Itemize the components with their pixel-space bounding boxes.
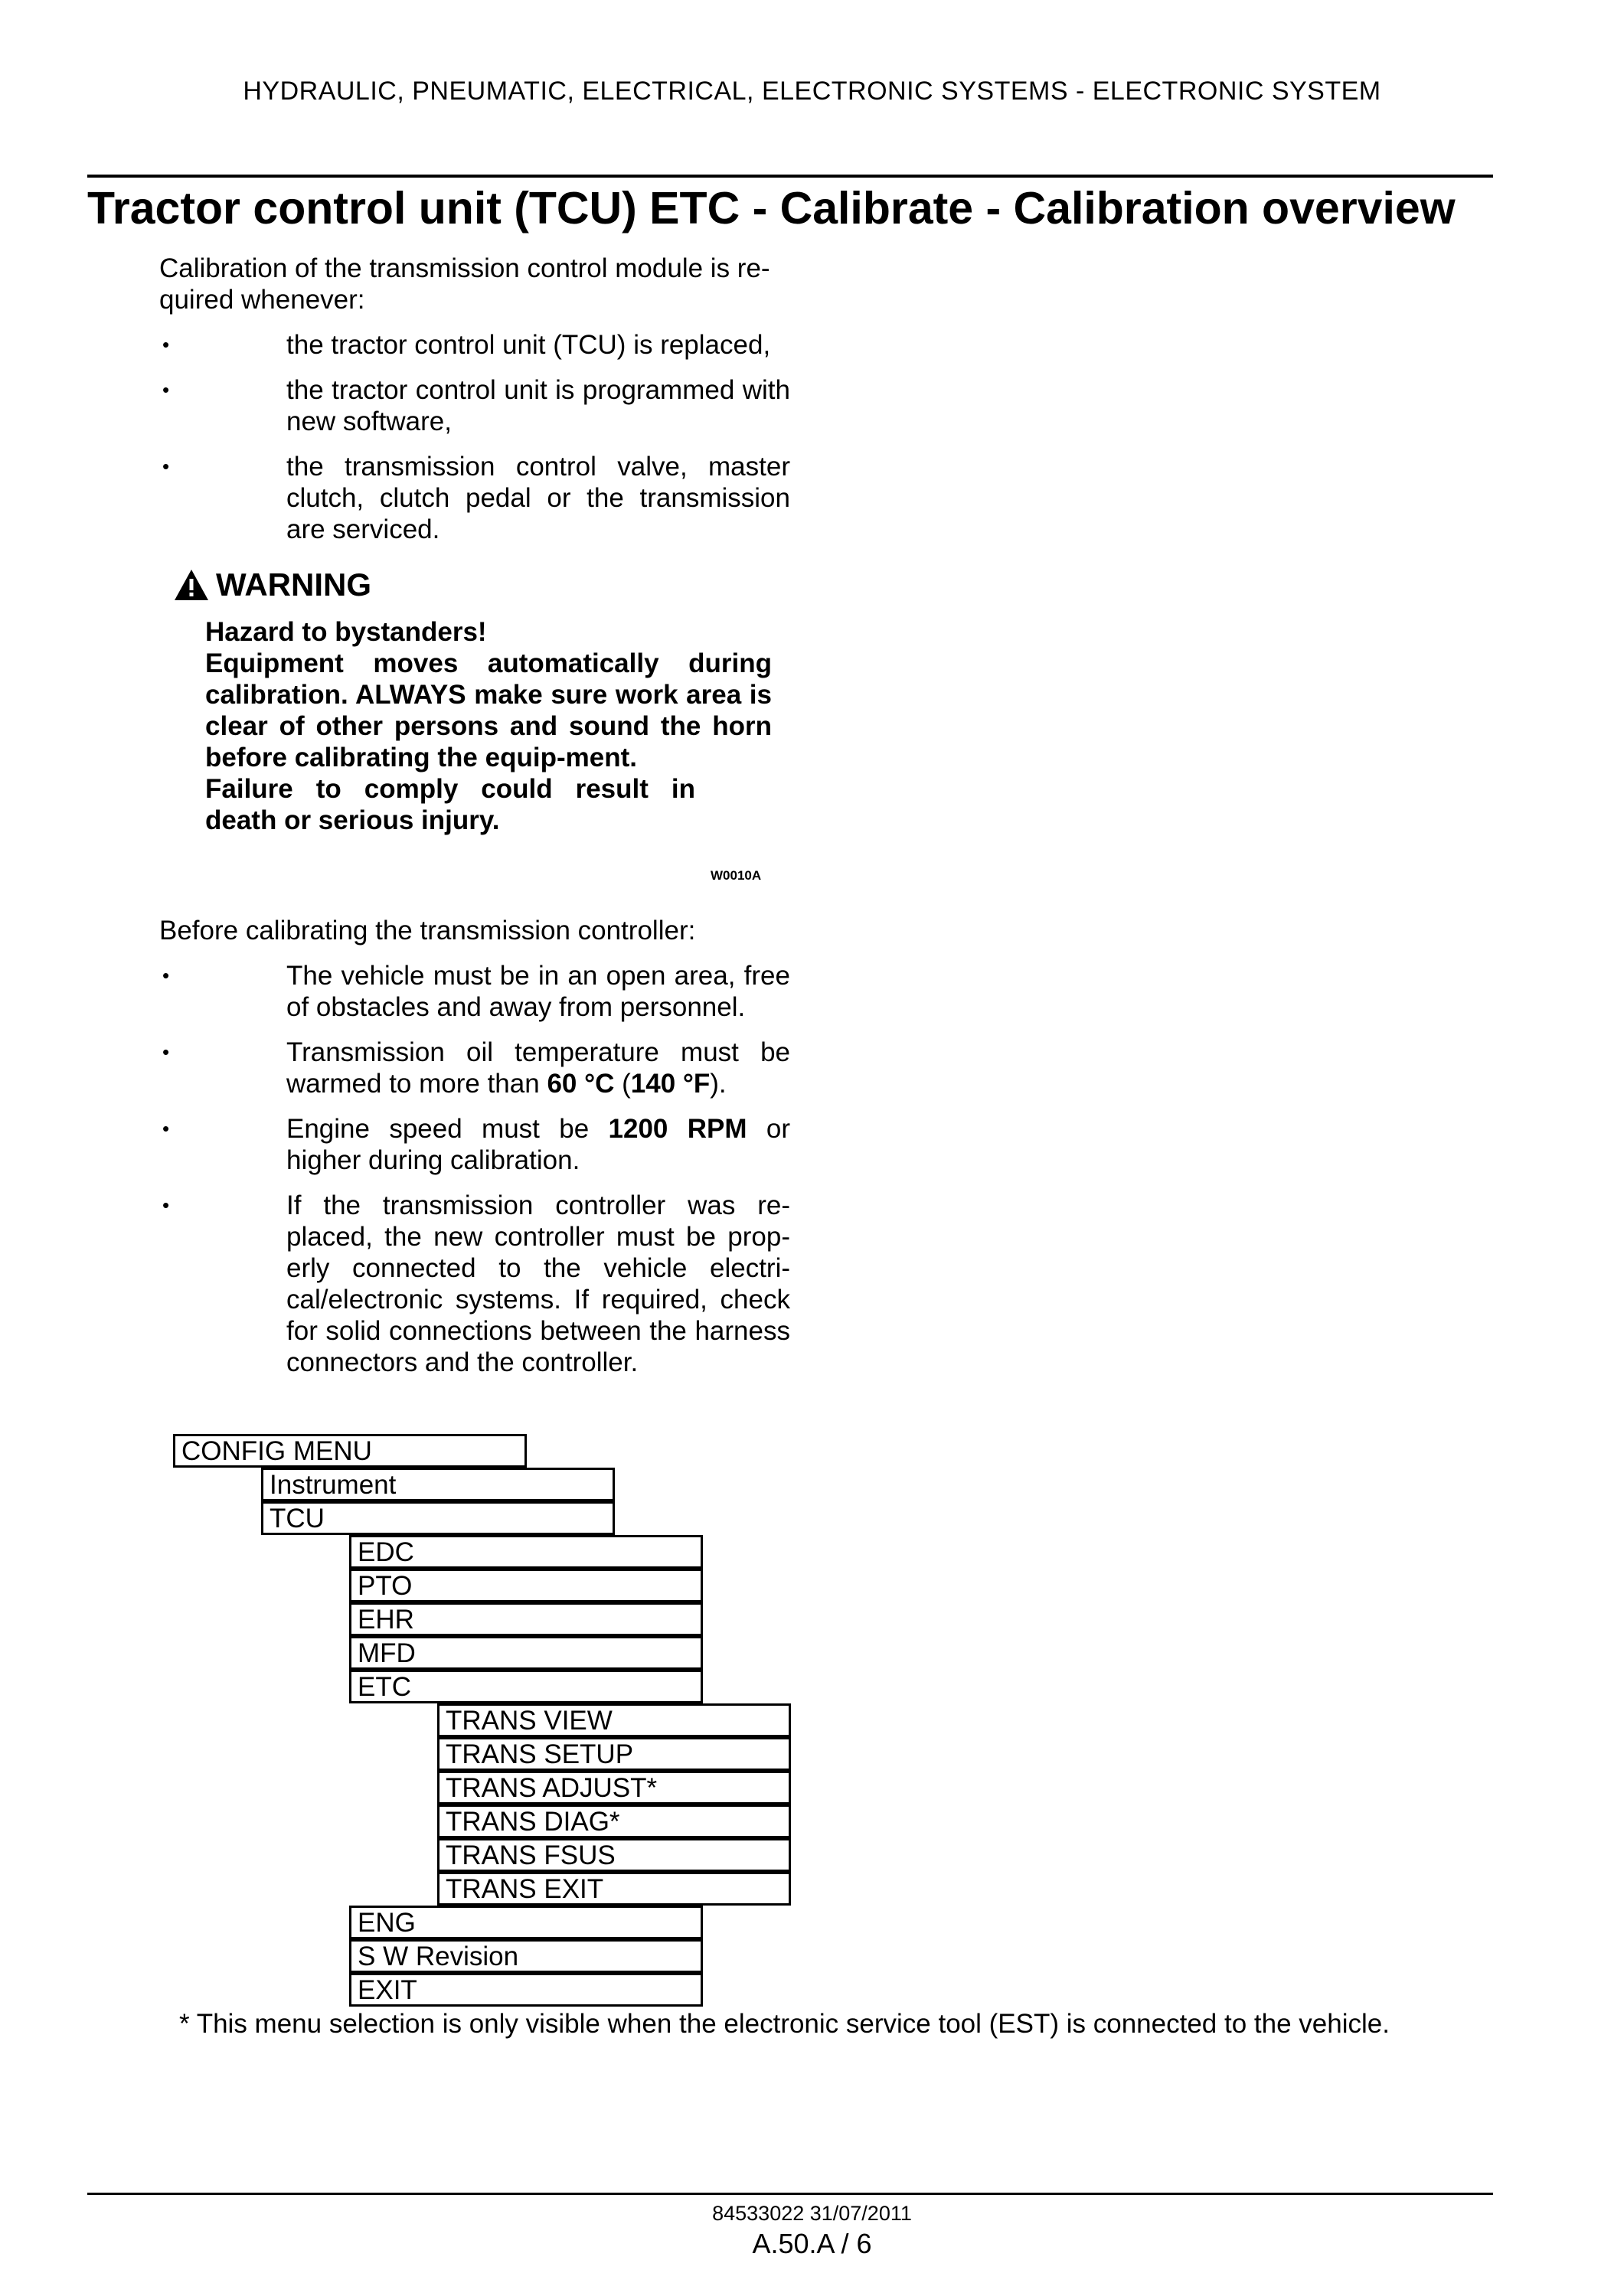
menu-item-exit: EXIT <box>349 1973 703 2007</box>
menu-item-edc: EDC <box>349 1535 703 1569</box>
warning-line: Hazard to bystanders! <box>205 617 487 647</box>
bullet-icon: • <box>162 455 170 478</box>
intro-bullet: • the tractor control unit is programmed with new software, <box>162 375 790 436</box>
menu-item-trans-adjust: TRANS ADJUST* <box>437 1771 791 1804</box>
intro-bullet: • the tractor control unit (TCU) is replaced, <box>162 330 771 360</box>
warning-box <box>173 563 770 836</box>
menu-item-s-w-revision: S W Revision <box>349 1939 703 1973</box>
bullet-icon: • <box>162 333 170 356</box>
footnote: * This menu selection is only visible when the electronic service tool (EST) is connected to the vehicle. <box>179 2009 1390 2039</box>
footer-rule <box>87 2193 1493 2195</box>
prerequisite-bullet: • Engine speed must be 1200 RPM or higher during calibration. <box>162 1114 790 1175</box>
bullet-icon: • <box>162 1040 170 1063</box>
warning-line: Equipment moves automatically during calibration. ALWAYS make sure work area is clear of other persons and sound the horn before calibrating the equip-ment. <box>205 648 772 772</box>
warning-text <box>205 616 772 836</box>
menu-item-config-menu: CONFIG MENU <box>173 1434 527 1468</box>
engine-speed: 1200 RPM <box>608 1114 747 1144</box>
menu-item-tcu: TCU <box>261 1501 615 1535</box>
menu-item-trans-diag: TRANS DIAG* <box>437 1804 791 1838</box>
menu-item-trans-exit: TRANS EXIT <box>437 1872 791 1906</box>
prerequisites-text: Before calibrating the transmission controller: <box>159 916 696 946</box>
prerequisites-bullet-list <box>159 960 790 1378</box>
menu-item-trans-setup: TRANS SETUP <box>437 1737 791 1771</box>
document-id: 84533022 31/07/2011 <box>712 2202 912 2225</box>
warning-triangle-icon <box>173 568 210 602</box>
menu-item-trans-view: TRANS VIEW <box>437 1703 791 1737</box>
menu-item-pto: PTO <box>349 1569 703 1602</box>
intro-section <box>159 253 790 559</box>
page-number: A.50.A / 6 <box>752 2228 872 2259</box>
warning-heading: WARNING <box>173 563 770 607</box>
bullet-icon: • <box>162 378 170 401</box>
warning-code: W0010A <box>711 868 762 883</box>
intro-bullet-list <box>159 329 790 545</box>
section-header: HYDRAULIC, PNEUMATIC, ELECTRICAL, ELECTRONIC SYSTEMS - ELECTRONIC SYSTEM <box>243 77 1381 106</box>
bullet-icon: • <box>162 1117 170 1140</box>
menu-item-trans-fsus: TRANS FSUS <box>437 1838 791 1872</box>
menu-item-ehr: EHR <box>349 1602 703 1636</box>
menu-item-eng: ENG <box>349 1906 703 1939</box>
temperature-fahrenheit: 140 °F <box>630 1069 711 1099</box>
temperature-celsius: 60 °C <box>547 1069 615 1099</box>
prerequisite-bullet: • If the transmission controller was re-placed, the new controller must be prop-erly connected to the vehicle electri-cal/electronic systems. If required, check for solid connections between the harness connectors and the controller. <box>162 1190 790 1377</box>
menu-item-instrument: Instrument <box>261 1468 615 1501</box>
prerequisites-section <box>159 915 790 1392</box>
header-rule <box>87 175 1493 178</box>
bullet-icon: • <box>162 1194 170 1217</box>
menu-item-etc: ETC <box>349 1670 703 1703</box>
menu-item-mfd: MFD <box>349 1636 703 1670</box>
page-title: Tractor control unit (TCU) ETC - Calibrate - Calibration overview <box>87 183 1456 234</box>
bullet-icon: • <box>162 964 170 987</box>
intro-bullet: • the transmission control valve, master clutch, clutch pedal or the transmission are serviced. <box>162 452 790 544</box>
prerequisite-bullet: • The vehicle must be in an open area, free of obstacles and away from personnel. <box>162 961 790 1022</box>
prerequisite-bullet: • Transmission oil temperature must be warmed to more than 60 °C (140 °F). <box>162 1037 790 1099</box>
warning-line: Failure to comply could result in death or serious injury. <box>205 774 695 835</box>
intro-text: Calibration of the transmission control module is re-quired whenever: <box>159 253 770 315</box>
